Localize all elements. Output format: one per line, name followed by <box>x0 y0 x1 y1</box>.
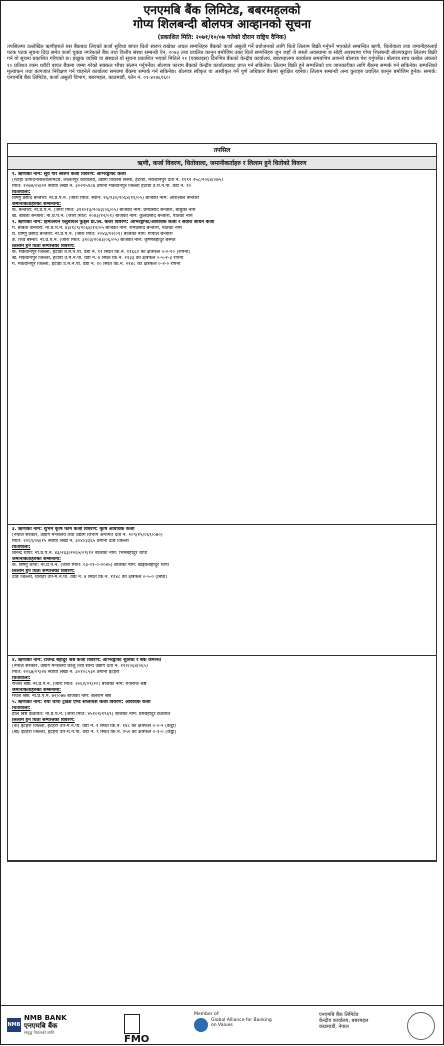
borrower-section-3 <box>8 656 436 861</box>
section-label: लिलाम हुने धितो सम्पत्तिको विवरण: <box>12 569 75 574</box>
gabv-logo-icon <box>194 1018 208 1032</box>
section-line: मधेश श्रेष्ठ: ना.प्र.प.नं. ७२/०७७ बाजेको नाम: बलराम श्रेष्ठ <box>12 694 111 699</box>
publication-date: (प्रकाशित मिति: २०७१/१०/०७ गतेको दौरान राष्ट्रिय दैनिक) <box>157 34 287 41</box>
section-header: ३. ऋणीको नाम: शुभम कृषि फार्म कर्जा विवरण: कृषि आवधिक कर्जा <box>12 527 135 532</box>
section-line: ख. बबिता बन्जारा: ना.प्र.प.नं. (जारी मिति: २०४३/१२/०१) बाजेको नाम: कुलप्रसाद बन्जारा, पतिको नाम <box>12 214 193 219</box>
section-label: धितोवाला: <box>12 190 31 195</box>
table-heading: तपसिल <box>8 144 436 157</box>
section-header: २. ऋणीको नाम: हिमालयन फ्लुवीयल फुड्स प्रा.लि. कर्जा विवरण: ओभरड्राफ्ट/आवधिक कर्जा र सवारी साधन कर्जा <box>12 220 215 225</box>
section-line: विष्णु प्रसाद बन्जारा: ना.प्र.प.नं. (जारी मिति: स्थान: २६/२३०/२०६४/११/०५) बाजेको नाम: आशलाल बन्जारा <box>12 196 200 201</box>
section-line: घ. विष्णु प्रसाद बन्जारा: ना.प्र.प.नं. (जारी मिति: २०४३/१२/०१) बाजेको नाम: गोपाल बन्जारा <box>12 232 173 237</box>
section-line: क. बन्जारा: ना.प्र.प.नं. (जारी मिति: ३११०१३/२०४३/०६/०५) बाजेको नाम: प्रेमप्रसाद बन्जारा, बाबुको नाम <box>12 208 196 213</box>
borrower-section-2 <box>8 525 436 656</box>
section-line: मिति: २०६७/०९/२४ स्थायी लेखा नं. ३०१०८५३२ ठेगाना इटहरी <box>12 670 120 675</box>
section-line: ङ. शिव बस्नेत: ना.प्र.प.नं. (जारी मिति: ३१०३/२०४३/०६/०५) बाजेको नाम: कृष्णबहादुर बस्नेत <box>12 238 176 243</box>
section-line: (रेटीहा उत्पादनशालालिमिटेड, ललितपुर कार्यालय, उद्योग विकास संस्था, हेटौडा, मकवानपुर दर्ता नं. ११९२ २५८/२०६४/०७५) <box>12 178 223 183</box>
section-line: (नेपाल सरकार, उद्योग मन्त्रालय घरेलु तथा साना उद्योग दर्ता नं. ११२/०६४/०६५) <box>12 664 148 669</box>
sign-line-1: एनएमबि बैंक लिमिटेड <box>319 1012 359 1018</box>
section-line: मिति: २०६९/०७/१५ स्थायी लेखा नं. ३०४०३३६५ ठेगाना दाङ जिल्ला <box>12 539 129 544</box>
section-label: धितोवाला: <box>12 676 31 681</box>
title-line-2: गोप्य शिलबन्दी बोलपत्र आव्हानको सूचना <box>133 17 311 31</box>
section-line: ख. मकवानपुर जिल्ला, हेटौडा उ.म.न.पा. वडा नं. ४ स्थित कि.नं. १२३३ को क्षेत्रफल ०-५-२-३ रोपनी <box>12 256 184 261</box>
section-line: ग. मकवानपुर जिल्ला, हेटौडा उ.म.न.पा. वडा नं. १० स्थित कि.नं. २१४८ को क्षेत्रफल ०-२-० रोपनी <box>12 262 181 267</box>
section-header: ५. ऋणीको नाम: रुपा थापा ट्रेडिङ एण्ड सप्लायर्स कर्जा विवरण: आवधिक कर्जा <box>12 700 151 705</box>
bank-signature <box>319 1012 368 1030</box>
bank-stamp-icon <box>407 1012 435 1040</box>
fmo-logo-icon <box>124 1014 140 1034</box>
section-line: (क) इटहरी जिल्ला, इटहरी उप-म.न.पा. वडा नं. १ स्थित कि.नं. १४८ को क्षेत्रफल ०-०-२ (कट्ठा) <box>12 724 176 729</box>
section-line: राजेश श्रेष्ठ: ना.प्र.प.नं. (जारी मिति: २०६१/०९/२०) बाजेको नाम: गजराज श्रेष्ठ <box>12 682 147 687</box>
section-label: जमानीकर्ताहरुका सम्बन्धमा: <box>12 202 62 207</box>
nmb-brand <box>7 1014 67 1036</box>
section-line: दाङ जिल्ला, घोराही उप-म.न.पा. वडा नं. ४ स्थित कि.नं. ११४८ को क्षेत्रफल ०-५-० (बिघा) <box>12 575 168 580</box>
section-line: मिति: २०७४/०४/२२ स्थायी लेखा नं. ३०२१५१८७ ठेगाना मकवानपुर जिल्ला हेटौडा उ.म.न.पा. वडा नं. १० <box>12 184 192 189</box>
section-label: जमानीकर्ताहरुका सम्बन्धमा: <box>12 688 62 693</box>
sign-line-3: काठमाडौं, नेपाल <box>319 1024 349 1030</box>
section-header: १. ऋणीको नाम: सूर्य गौर स्वरुप कर्जा विवरण: ओभरड्राफ्ट कर्जा <box>12 172 126 177</box>
sign-line-2: केन्द्रीय कार्यालय, बबरमहल <box>319 1018 369 1024</box>
nmb-name-np: एनएमबि बैंक <box>24 1022 58 1030</box>
section-label: धितोवाला: <box>12 706 31 711</box>
notice-title <box>1 1 443 31</box>
table-subheading: ऋणी, कर्जा विवरण, धितोवाला, जमानीकर्ताहरु र लिलाम हुने धितोको विवरण <box>8 157 436 170</box>
gabv-brand <box>194 1012 278 1032</box>
intro-paragraph: तपसिलमा उल्लेखित ऋणीहरुले यस बैंकबाट लिएको कर्जा सुविधा बापत धितो स्वरुप राखेका अचल सम्पत्तिहरु बैंकको कर्जा असुली गर्ने प्रयोजनको लागि धितो लिलाम बिक्री गर्नुपर्ने भएकोले सम्बन्धित ऋणी, धितोवाला तथा जमानीहरुलाई पटक पटक सूचना दिंदा समेत कर्जा चुक्ता नगरेकाले बैंक तथा वित्तीय संस्था सम्बन्धी ऐन, २०७३ तथा प्रचलित कानून बमोजिम उक्त धितो सम्पत्तिहरु जुन जहाँ जे जस्तो अवस्थामा छ सोही अवस्थामा गोप्य शिलबन्दी बोलपत्रद्वारा लिलाम बिक्री गर्न यो सूचना प्रकाशित गरिएको छ। इच्छुक व्यक्ति वा संस्थाले यो सूचना प्रकाशित भएको मितिले २१ (एक्काइस) दिनभित्र बैंकको केन्द्रीय कार्यालय, बबरमहलमा कार्यालय समयभित्र आफ्नो बोलपत्र पेश गर्नुपर्नेछ। बोलपत्र साथ कबोल अंकको १० प्रतिशत रकम धरौटी बापत बैंकमा जम्मा गरेको सक्कल भौचर संलग्न गर्नुपर्नेछ। बोलपत्र फाराम बैंकको केन्द्रीय कार्यालयबाट प्राप्त गर्न सकिनेछ। लिलाम बिक्री हुने सम्पत्तिको थप जानकारीका लागि बैंकमा सम्पर्क गर्न सकिनेछ। सम्पत्तिको मूल्यांकन तथा कागजात निरीक्षण गर्न चाहनेले कार्यालय समयमा बैंकमा सम्पर्क गर्न सकिनेछ। बोलपत्र स्वीकृत वा अस्वीकृत गर्ने पूर्ण अधिकार बैंकमा सुरक्षित रहनेछ। लिलाम सम्बन्धी अन्य कुराहरु प्रचलित कानून बमोजिम हुनेछ। सम्पर्क: एनएमबि बैंक लिमिटेड, कर्जा असुली विभाग, बबरमहल, काठमाडौं, फोन नं. ०१-४२४६१६०। <box>7 44 437 82</box>
section-line: ग. बबिता बन्जारा: ना.प्र.प.नं. ४३/१८९/२०६४/१२/०५ बाजेको नाम: रामप्रसाद बन्जारा, पतिको नाम <box>12 226 182 231</box>
gabv-name: Global Alliance for Banking on Values <box>211 1017 272 1028</box>
section-label: लिलाम हुने धितो सम्पत्तिको विवरण: <box>12 244 75 249</box>
title-line-1: एनएमबि बैंक लिमिटेड, बबरमहलको <box>143 3 301 17</box>
borrower-section-1 <box>8 170 436 525</box>
fmo-text: FMO <box>124 1034 150 1045</box>
section-label: धितोवाला: <box>12 545 31 550</box>
fmo-brand <box>124 1014 149 1045</box>
section-header: ४. ऋणीको नाम: राजेन्द्र बहादुर श्रेष्ठ कर्जा विवरण: ओभरड्राफ्ट सुविधा र बैंक जमानत <box>12 658 162 663</box>
section-label: जमानीकर्ताहरुका सम्बन्धमा: <box>12 557 62 562</box>
section-line: (ख) इटहरी जिल्ला, इटहरी उप-म.न.पा. वडा नं. ९ स्थित कि.नं. १५२ को क्षेत्रफल ०-१-० (कट्ठा) <box>12 730 177 735</box>
section-line: हेलि बिष्ट कठायत: ना.प्र.प.नं. (जारी मिति: ४५१०१/१९६९) बाजेको नाम: प्रेमबहादुर कठायत <box>12 712 171 717</box>
nmb-tagline: समृद्ध नेपालको लागि <box>24 1030 55 1035</box>
gabv-member-label: Member of: <box>194 1012 220 1017</box>
section-label: लिलाम हुने धितो सम्पत्तिको विवरण: <box>12 718 75 723</box>
footer <box>1 1005 443 1046</box>
nmb-logo-icon: NMB <box>7 1018 21 1032</box>
section-line: बिरेन्द्र थापा: ना.प्र.प.नं. ४३/२६३/२०६५/०९/१२ बाजेको नाम: भिमबहादुर थापा <box>12 551 148 556</box>
details-table <box>7 143 437 862</box>
section-line: (नेपाल सरकार, उद्योग मन्त्रालय तथा उद्योग विभाग अन्तर्गत दर्ता नं. २०९/१५/०६९/०७०) <box>12 533 163 538</box>
section-line: क. बिष्णु थापा: ना.प्र.प.नं. (जारी मिति: ०३-०१-०-००४५) बाजेको नाम: खड्कबहादुर थापा <box>12 563 169 568</box>
nmb-name-en: NMB BANK <box>24 1014 67 1022</box>
section-line: क. मकवानपुर जिल्ला, हेटौडा उ.म.न.पा. वडा नं. ११ स्थित कि.नं. ११६६१ को क्षेत्रफल ०-०-१० (रोपनी) <box>12 250 191 255</box>
